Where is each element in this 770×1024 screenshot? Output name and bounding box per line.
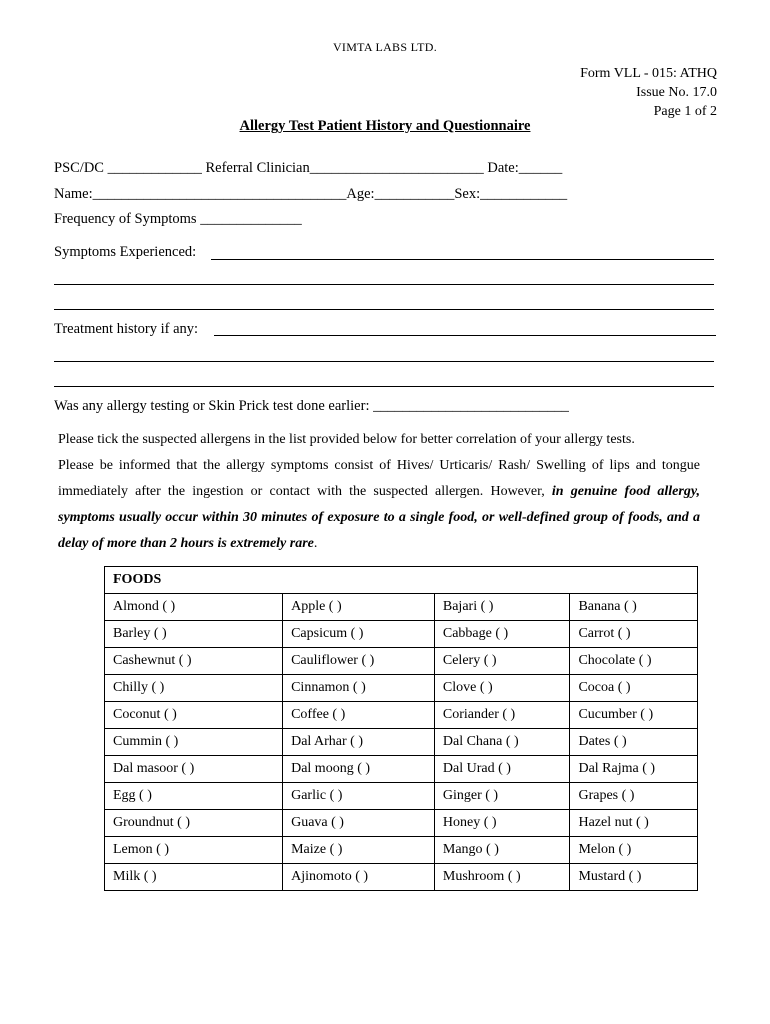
food-checkbox-item[interactable]: Cummin ( ): [105, 729, 283, 756]
food-checkbox-item[interactable]: Mustard ( ): [570, 864, 698, 891]
name-age-sex-line[interactable]: Name:___________________________________Age:___________Sex:____________: [54, 186, 568, 202]
food-checkbox-item[interactable]: Cashewnut ( ): [105, 648, 283, 675]
food-checkbox-item[interactable]: Garlic ( ): [283, 783, 435, 810]
food-checkbox-item[interactable]: Banana ( ): [570, 594, 698, 621]
food-checkbox-item[interactable]: Cocoa ( ): [570, 675, 698, 702]
treatment-line-2[interactable]: [54, 361, 714, 362]
food-checkbox-item[interactable]: Chocolate ( ): [570, 648, 698, 675]
food-checkbox-item[interactable]: Cucumber ( ): [570, 702, 698, 729]
symptoms-line-2[interactable]: [54, 284, 714, 285]
food-checkbox-item[interactable]: Capsicum ( ): [283, 621, 435, 648]
food-checkbox-item[interactable]: Dal moong ( ): [283, 756, 435, 783]
food-checkbox-item[interactable]: Bajari ( ): [434, 594, 570, 621]
table-row: [105, 837, 698, 864]
form-title: Allergy Test Patient History and Questionnaire: [239, 118, 531, 134]
food-checkbox-item[interactable]: Dal Rajma ( ): [570, 756, 698, 783]
instructions-paragraph: [58, 427, 700, 557]
foods-heading: FOODS: [105, 567, 698, 594]
instruction-period: .: [313, 536, 318, 551]
food-checkbox-item[interactable]: Clove ( ): [434, 675, 570, 702]
food-checkbox-item[interactable]: Ginger ( ): [434, 783, 570, 810]
frequency-of-symptoms-line[interactable]: Frequency of Symptoms ______________: [54, 211, 302, 227]
table-row: [105, 621, 698, 648]
food-checkbox-item[interactable]: Hazel nut ( ): [570, 810, 698, 837]
food-checkbox-item[interactable]: Melon ( ): [570, 837, 698, 864]
company-name: VIMTA LABS LTD.: [332, 40, 438, 54]
food-checkbox-item[interactable]: Groundnut ( ): [105, 810, 283, 837]
food-checkbox-item[interactable]: Apple ( ): [283, 594, 435, 621]
food-checkbox-item[interactable]: Chilly ( ): [105, 675, 283, 702]
treatment-line-1[interactable]: [214, 335, 716, 336]
symptoms-line-3[interactable]: [54, 309, 714, 310]
table-row: [105, 648, 698, 675]
food-checkbox-item[interactable]: Cabbage ( ): [434, 621, 570, 648]
food-checkbox-item[interactable]: Dates ( ): [570, 729, 698, 756]
table-row: [105, 756, 698, 783]
food-checkbox-item[interactable]: Cauliflower ( ): [283, 648, 435, 675]
food-checkbox-item[interactable]: Egg ( ): [105, 783, 283, 810]
instruction-emphasis: in genuine food allergy, symptoms usually occur within 30 minutes of exposure to a single food, or well-defined group of foods, and a delay of more than 2 hours is extremely rare: [58, 484, 701, 551]
food-checkbox-item[interactable]: Maize ( ): [283, 837, 435, 864]
food-checkbox-item[interactable]: Coriander ( ): [434, 702, 570, 729]
foods-table: [104, 566, 698, 891]
food-checkbox-item[interactable]: Cinnamon ( ): [283, 675, 435, 702]
food-checkbox-item[interactable]: Barley ( ): [105, 621, 283, 648]
table-row: [105, 864, 698, 891]
treatment-history-label: Treatment history if any:: [54, 321, 199, 337]
instruction-sentence-1: Please tick the suspected allergens in the list provided below for better correlation of your allergy tests.: [58, 432, 635, 447]
food-checkbox-item[interactable]: Guava ( ): [283, 810, 435, 837]
food-checkbox-item[interactable]: Milk ( ): [105, 864, 283, 891]
symptoms-experienced-label: Symptoms Experienced:: [54, 244, 197, 260]
food-checkbox-item[interactable]: Carrot ( ): [570, 621, 698, 648]
symptoms-line-1[interactable]: [211, 259, 714, 260]
table-row: [105, 594, 698, 621]
issue-number: Issue No. 17.0: [636, 85, 717, 100]
food-checkbox-item[interactable]: Ajinomoto ( ): [283, 864, 435, 891]
table-row: [105, 675, 698, 702]
food-checkbox-item[interactable]: Honey ( ): [434, 810, 570, 837]
food-checkbox-item[interactable]: Dal Urad ( ): [434, 756, 570, 783]
food-checkbox-item[interactable]: Coconut ( ): [105, 702, 283, 729]
food-checkbox-item[interactable]: Grapes ( ): [570, 783, 698, 810]
food-checkbox-item[interactable]: Dal masoor ( ): [105, 756, 283, 783]
food-checkbox-item[interactable]: Mango ( ): [434, 837, 570, 864]
foods-heading-row: [105, 567, 698, 594]
food-checkbox-item[interactable]: Mushroom ( ): [434, 864, 570, 891]
form-meta: [580, 64, 717, 121]
treatment-line-3[interactable]: [54, 386, 714, 387]
page-number: Page 1 of 2: [653, 104, 717, 119]
form-number: Form VLL - 015: ATHQ: [580, 66, 717, 81]
clinic-referral-date-line[interactable]: PSC/DC _____________ Referral Clinician________________________ Date:______: [54, 160, 563, 176]
table-row: [105, 783, 698, 810]
food-checkbox-item[interactable]: Celery ( ): [434, 648, 570, 675]
food-checkbox-item[interactable]: Almond ( ): [105, 594, 283, 621]
food-checkbox-item[interactable]: Dal Chana ( ): [434, 729, 570, 756]
table-row: [105, 729, 698, 756]
food-checkbox-item[interactable]: Dal Arhar ( ): [283, 729, 435, 756]
food-checkbox-item[interactable]: Lemon ( ): [105, 837, 283, 864]
table-row: [105, 810, 698, 837]
food-checkbox-item[interactable]: Coffee ( ): [283, 702, 435, 729]
instruction-sentence-2: Please be informed that the allergy symptoms consist of Hives/ Urticaris/ Rash/ Swelling of lips and tongue immediately after the ingestion or contact with the suspected allergen. However,: [58, 458, 700, 499]
table-row: [105, 702, 698, 729]
earlier-allergy-test-line[interactable]: Was any allergy testing or Skin Prick test done earlier: ___________________________: [54, 398, 569, 414]
